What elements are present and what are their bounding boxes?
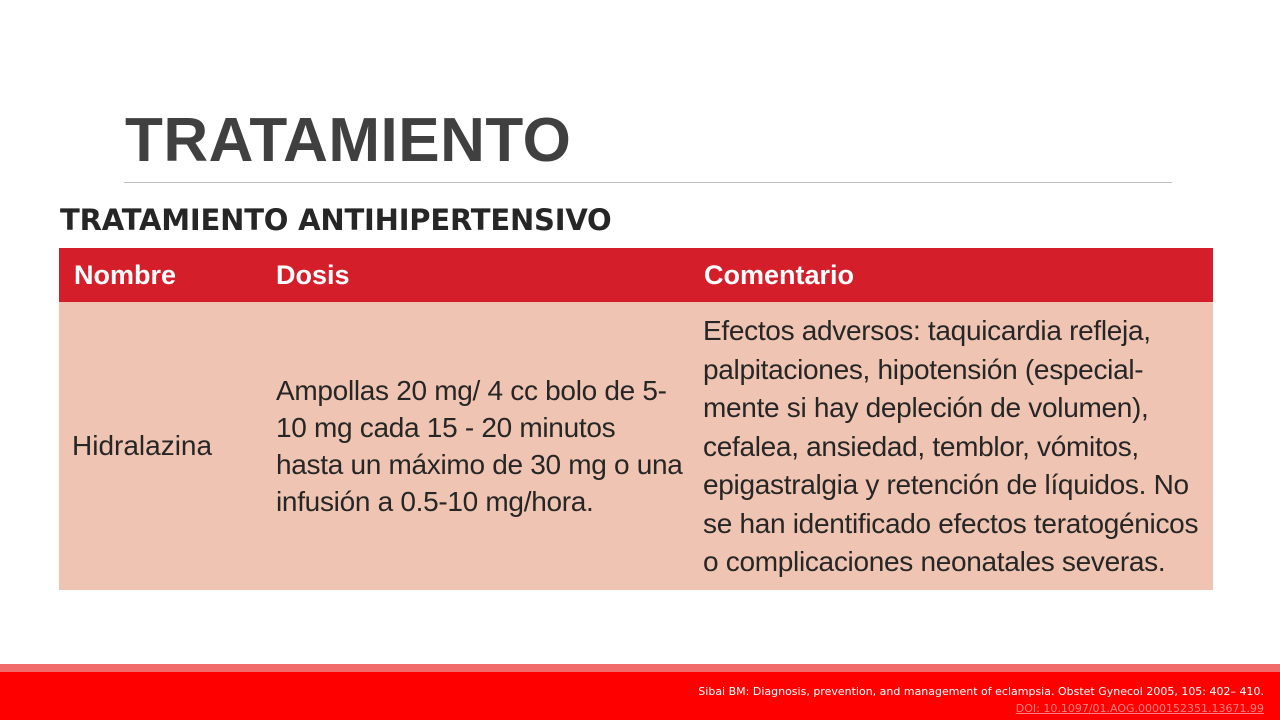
column-header-dosis: Dosis	[276, 259, 350, 290]
drug-comment-cell: Efectos adversos: taquicardia refleja, palpitaciones, hipotensión (especialmente si hay depleción de volumen), cefalea, ansiedad, temblor, vómitos, epigastralgia y retención de líquidos. No se han identificado efectos teratogénicos o complicaciones neonatales severas.	[703, 315, 1199, 577]
slide-title: TRATAMIENTO	[125, 106, 572, 175]
drug-dose-cell: Ampollas 20 mg/ 4 cc bolo de 5- 10 mg cada 15 - 20 minutos hasta un máximo de 30 mg o una infusión a 0.5-10 mg/hora.	[276, 374, 683, 517]
doi-link[interactable]: DOI: 10.1097/01.AOG.0000152351.13671.99	[1015, 702, 1264, 715]
citation-block	[698, 683, 1264, 717]
title-divider	[124, 182, 1172, 183]
drug-name-cell: Hidralazina	[72, 430, 213, 462]
drug-table	[59, 248, 1213, 590]
column-header-comentario: Comentario	[704, 259, 855, 290]
table-body	[59, 302, 1213, 590]
table-header	[59, 248, 1213, 302]
citation-text: Sibai BM: Diagnosis, prevention, and management of eclampsia. Obstet Gynecol 2005, 105: 402– 410.	[698, 685, 1264, 698]
table-row	[59, 302, 1213, 590]
column-header-nombre: Nombre	[74, 259, 177, 290]
slide-subtitle: TRATAMIENTO ANTIHIPERTENSIVO	[60, 203, 612, 237]
table-header-row	[59, 248, 1213, 302]
